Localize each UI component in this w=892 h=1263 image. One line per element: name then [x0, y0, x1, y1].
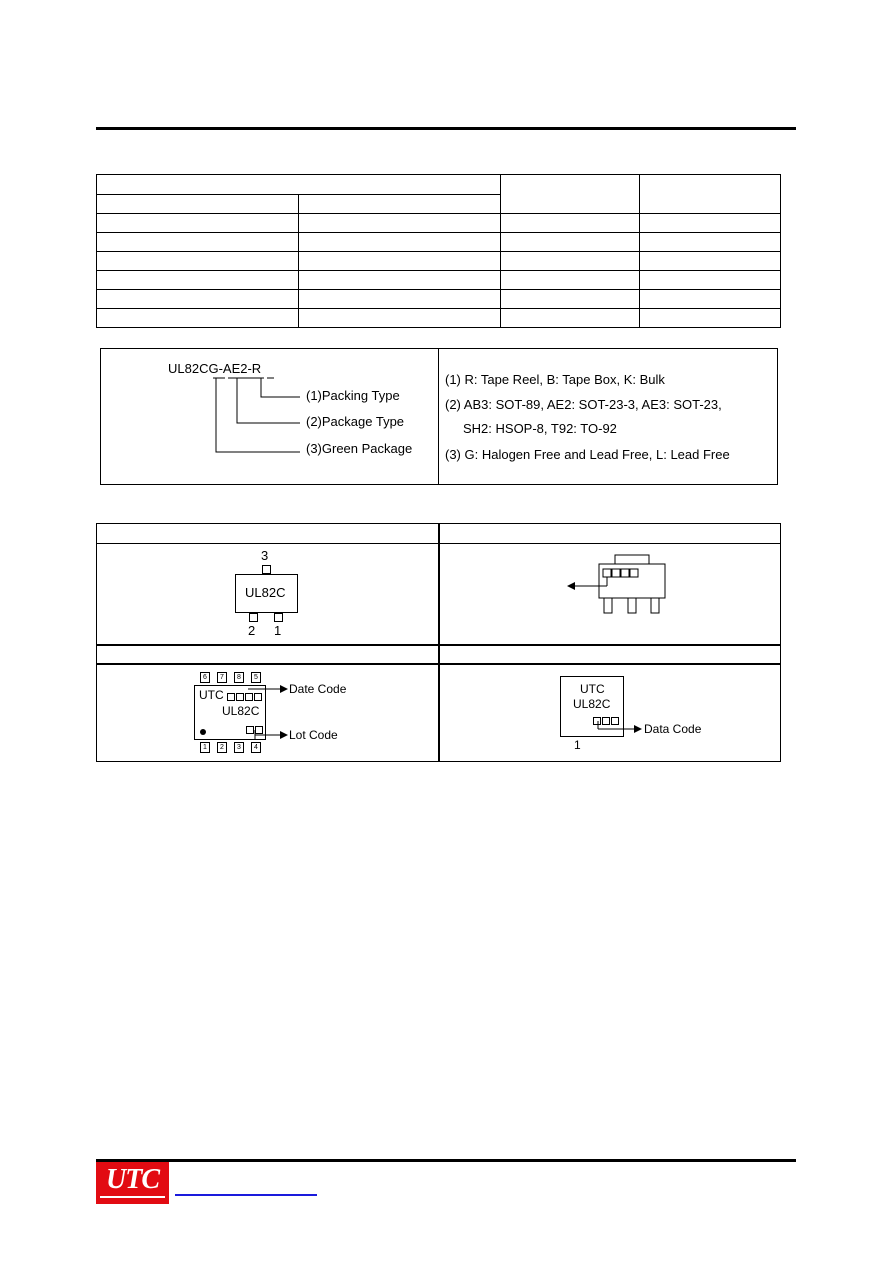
table-row	[97, 271, 781, 290]
sot23-pin2-label: 2	[248, 623, 256, 638]
to92-arrow	[560, 676, 650, 736]
marking-divider-vertical	[438, 524, 440, 761]
table-row	[97, 233, 781, 252]
ordering-header-cell	[97, 175, 501, 195]
hsop8-marking	[192, 672, 382, 760]
hsop8-pin: 1	[200, 742, 210, 753]
hsop8-pin: 4	[251, 742, 261, 753]
hsop8-arrows	[192, 672, 292, 752]
ordering-header-cell	[640, 175, 781, 214]
table-row	[97, 252, 781, 271]
green-package-field: (3)Green Package	[306, 441, 413, 456]
box-divider	[438, 349, 439, 484]
hsop8-date-code-label: Date Code	[289, 682, 347, 696]
note-package: (2) AB3: SOT-89, AE2: SOT-23-3, AE3: SOT-23,	[445, 397, 722, 412]
hsop8-pin: 7	[217, 672, 227, 683]
header-rule	[96, 127, 796, 130]
sot23-pin1	[274, 613, 283, 622]
sot23-pin1-label: 1	[274, 623, 282, 638]
sot23-marking	[229, 550, 309, 640]
to92-pin1-label: 1	[574, 738, 581, 752]
hsop8-pin: 8	[234, 672, 244, 683]
sot23-pin3-label: 3	[261, 548, 269, 563]
logo-underline	[100, 1196, 165, 1198]
marking-table	[96, 523, 781, 762]
utc-logo	[96, 1162, 169, 1204]
marking-divider	[97, 663, 780, 665]
sot23-label: UL82C	[245, 585, 286, 600]
sot23-pin3	[262, 565, 271, 574]
hsop8-pin: 5	[251, 672, 261, 683]
sot89-marking	[567, 552, 677, 618]
ordering-header-cell	[299, 195, 501, 214]
hsop8-line2: UL82C	[222, 704, 260, 718]
hsop8-pin: 3	[234, 742, 244, 753]
note-green: (3) G: Halogen Free and Lead Free, L: Lead Free	[445, 447, 730, 462]
ordering-table	[96, 174, 781, 328]
hsop8-lot-code-label: Lot Code	[289, 728, 338, 742]
table-row	[97, 309, 781, 328]
logo-text: UTC	[106, 1164, 159, 1195]
note-packing: (1) R: Tape Reel, B: Tape Box, K: Bulk	[445, 372, 665, 387]
packing-type-field: (1)Packing Type	[306, 388, 400, 403]
to92-marking	[560, 676, 720, 756]
marking-divider	[97, 644, 780, 646]
ordering-header-cell	[501, 175, 640, 214]
table-row	[97, 214, 781, 233]
to92-data-code-label: Data Code	[644, 722, 702, 736]
to92-line2: UL82C	[573, 697, 611, 711]
note-package-cont: SH2: HSOP-8, T92: TO-92	[463, 421, 617, 436]
part-number-box	[100, 348, 778, 485]
hsop8-pin: 2	[217, 742, 227, 753]
footer-rule	[96, 1159, 796, 1162]
package-type-field: (2)Package Type	[306, 414, 405, 429]
table-row	[97, 290, 781, 309]
sot23-pin2	[249, 613, 258, 622]
website-link[interactable]	[175, 1194, 317, 1196]
to92-line1: UTC	[580, 682, 605, 696]
marking-divider	[97, 543, 780, 545]
hsop8-pin: 6	[200, 672, 210, 683]
hsop8-line1: UTC	[199, 688, 224, 702]
ordering-header-cell	[97, 195, 299, 214]
part-number-code: UL82CG-AE2-R	[168, 361, 262, 376]
